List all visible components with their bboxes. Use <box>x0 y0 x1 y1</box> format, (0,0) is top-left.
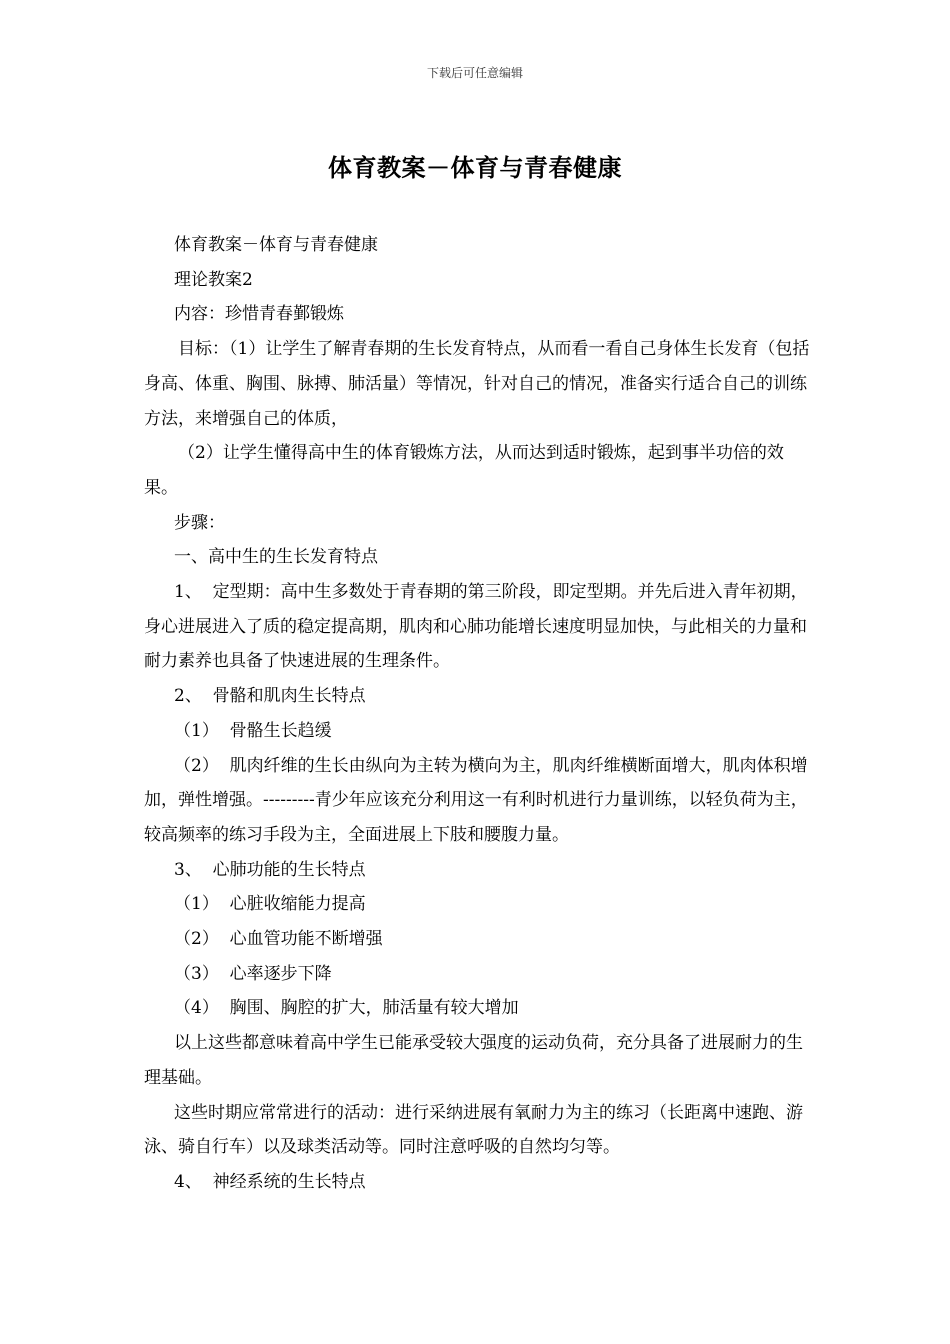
paragraph-steps: 步骤： <box>174 512 225 533</box>
paragraph-item-3-4: （4） 胸围、胸腔的扩大，肺活量有较大增加 <box>174 998 519 1019</box>
paragraph-item-3-3: （3） 心率逐步下降 <box>174 963 332 984</box>
paragraph-item-4: 4、 神经系统的生长特点 <box>174 1171 366 1192</box>
paragraph-content: 内容：珍惜青春鄞锻炼 <box>174 304 344 325</box>
paragraph-item-3-1: （1） 心脏收缩能力提高 <box>174 894 366 915</box>
document-title: 体育教案－体育与青春健康 <box>328 153 622 182</box>
paragraph-item-2: 2、 骨骼和肌肉生长特点 <box>174 686 366 707</box>
paragraph-summary: 以上这些都意味着高中学生已能承受较大强度的运动负荷，充分具备了进展耐力的生理基础。 <box>144 1033 803 1088</box>
paragraph-lesson-number: 理论教案2 <box>174 269 253 290</box>
paragraph-objective-2: （2）让学生懂得高中生的体育锻炼方法，从而达到适时锻炼，起到事半功倍的效果。 <box>144 443 784 498</box>
document-body <box>144 228 812 1200</box>
paragraph-objective-1: 目标：（1）让学生了解青春期的生长发育特点，从而看一看自己身体生长发育（包括身高、体重、胸围、脉搏、肺活量）等情况，针对自己的情况，准备实行适合自己的训练方法，来增强自己的体质， <box>144 339 810 429</box>
paragraph-item-2-2: （2） 肌肉纤维的生长由纵向为主转为横向为主，肌肉纤维横断面增大，肌肉体积增加，弹性增强。---------青少年应该充分利用这一有利时机进行力量训练，以轻负荷为主，较高频率的练习手段为主，全面进展上下肢和腰腹力量。 <box>144 755 808 845</box>
paragraph-activities: 这些时期应常常进行的活动：进行采纳进展有氧耐力为主的练习（长距离中速跑、游泳、骑自行车）以及球类活动等。同时注意呼吸的自然均匀等。 <box>144 1102 803 1158</box>
paragraph-subtitle: 体育教案－体育与青春健康 <box>174 235 378 255</box>
paragraph-section-1: 一、高中生的生长发育特点 <box>174 547 378 568</box>
paragraph-item-3-2: （2） 心血管功能不断增强 <box>174 929 383 950</box>
paragraph-item-1: 1、 定型期：高中生多数处于青春期的第三阶段，即定型期。并先后进入青年初期，身心进展进入了质的稳定提高期，肌肉和心肺功能增长速度明显加快，与此相关的力量和耐力素养也具备了快速进展的生理条件。 <box>144 582 808 672</box>
page-header-note: 下载后可任意编辑 <box>426 66 523 80</box>
paragraph-item-3: 3、 心肺功能的生长特点 <box>174 859 366 880</box>
paragraph-item-2-1: （1） 骨骼生长趋缓 <box>174 720 332 741</box>
